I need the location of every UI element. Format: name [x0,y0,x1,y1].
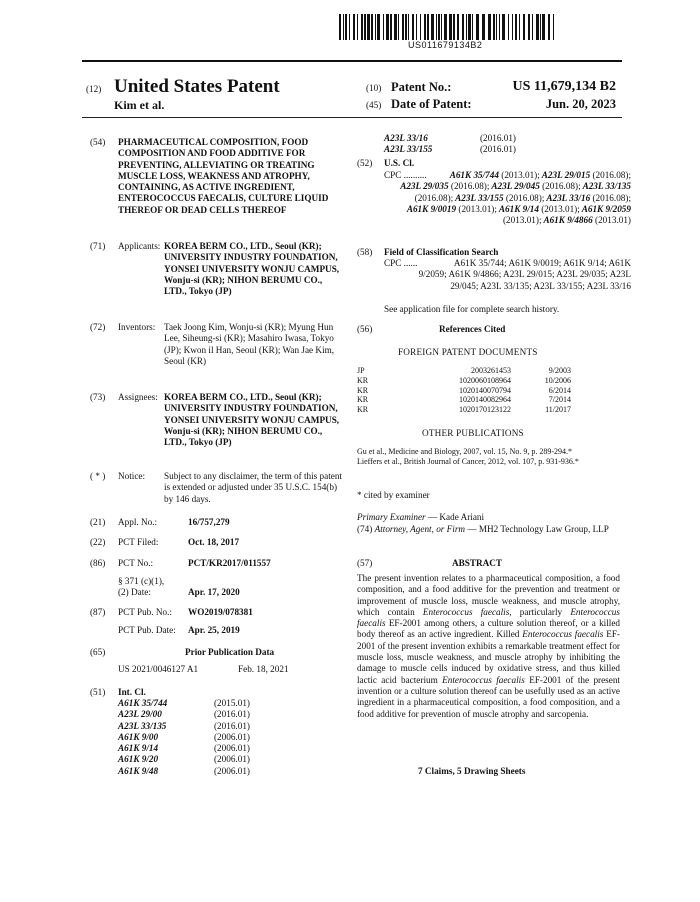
barcode-bar [542,14,545,40]
foreign-country: KR [357,405,369,415]
int-cl-date: (2016.01) [214,709,250,720]
barcode-bar [536,14,539,40]
invention-title: PHARMACEUTICAL COMPOSITION, FOOD COMPOSITION AND FOOD ADDITIVE FOR PREVENTING, ALLEVIATING OR TREATING MUSCLE LOSS, WEAKNESS AND ATROPHY, CONTAINING, AS ACTIVE INGREDIENT, ENTEROCOCCUS FAECALIS, CULTURE LIQUID THEREOF OR DEAD CELLS THEREOF [118,137,329,215]
header-rule [82,60,622,62]
int-cl-row [118,743,298,754]
pct-pub-no-code: (87) [90,607,106,617]
barcode-bar [339,14,341,40]
barcode-label: US011679134B2 [408,40,483,50]
refs-code: (56) [357,324,373,334]
pct-no-label: PCT No.: [118,558,154,568]
int-cl-code-value: A61K 35/744 [118,698,168,708]
doc-type: United States Patent [114,76,280,97]
inventor-short: Kim et al. [114,98,165,112]
cited-note: * cited by examiner [357,490,430,500]
pct-pub-no-value: WO2019/078381 [188,607,253,617]
barcode-bar [457,14,459,40]
barcode-bar [398,14,399,40]
barcode-bar [367,14,370,40]
us-cl-code: (52) [357,158,373,168]
foreign-country: KR [357,375,369,385]
prior-pub-number: US 2021/0046127 A1 [118,664,199,674]
barcode-bar [408,14,409,40]
other-pubs [357,447,619,467]
appl-no-label: Appl. No.: [118,517,158,527]
foreign-date: 7/2014 [548,395,571,405]
pct-pub-date-label: PCT Pub. Date: [118,625,176,635]
s371-date: Apr. 17, 2020 [188,587,240,597]
patent-no-label: Patent No.: [391,80,452,94]
int-cl-row [118,754,298,765]
barcode-bar [402,14,404,40]
barcode-bar [364,14,366,40]
attorney [357,524,619,535]
int-cl-code-value: A23L 33/135 [118,720,167,731]
inventors-label: Inventors: [118,322,156,332]
attorney-label: Attorney, Agent, or Firm [374,524,466,534]
barcode-bar [405,14,407,40]
title-code: (54) [90,137,106,147]
foreign-number: 1020140070794 [459,385,511,395]
attorney-code: (74) [357,524,373,534]
barcode-bar [377,14,380,40]
pct-filed-code: (22) [90,537,106,547]
barcode-bar [383,14,384,40]
foreign-doc-row [357,405,577,415]
int-cl-date: (2006.01) [214,754,250,765]
foreign-date: 9/2003 [548,366,571,375]
abstract-heading: ABSTRACT [452,558,503,568]
code-45: (45) [366,100,382,110]
barcode-bar [515,14,517,40]
barcode-bar [476,14,479,40]
notice-label: Notice: [118,471,146,481]
barcode-bar [420,14,421,40]
barcode-bar [375,14,376,40]
barcode-bar [436,14,437,40]
code-12: (12) [86,84,102,94]
barcode-bar [394,14,397,40]
int-cl-code-value: A61K 9/14 [118,743,159,754]
int-cl-date: (2015.01) [214,698,250,708]
field-code: (58) [357,247,373,257]
int-cl-date: (2016.01) [480,144,516,155]
code-10: (10) [366,83,382,93]
barcode-bar [519,14,520,40]
assignees-label: Assignees: [118,392,158,402]
foreign-number: 1020060108964 [459,375,511,385]
examiner-label: Primary Examiner [357,512,426,522]
claims-summary: 7 Claims, 5 Drawing Sheets [418,766,526,776]
int-cl-date: (2016.01) [214,720,250,731]
barcode-bar [361,14,363,40]
barcode [339,14,557,40]
int-cl-code-value: A61K 9/20 [118,754,159,765]
int-cl-row [118,721,298,732]
barcode-bar [528,14,530,40]
pct-no-value: PCT/KR2017/011557 [188,558,271,568]
inventors-text: Taek Joong Kim, Wonju-si (KR); Myung Hun Lee, Siheung-si (KR); Masahiro Iwasa, Tokyo (JP); Kwon il Han, Seoul (KR); Wan Jae Kim, Seoul (KR) [164,322,335,366]
inventors-code: (72) [90,322,106,332]
other-pub-item: Gu et al., Medicine and Biology, 2007, vol. 15, No. 9, p. 289-294.* [357,447,573,456]
field-note: See application file for complete search history. [384,304,560,314]
barcode-bar [444,14,447,40]
foreign-country: KR [357,395,369,405]
refs-heading: References Cited [439,324,506,334]
foreign-doc-row [357,386,577,396]
appl-no-code: (21) [90,517,106,527]
barcode-bar [453,14,455,40]
int-cl-row [384,133,564,144]
int-cl-date: (2006.01) [214,731,250,742]
int-cl-code-value: A23L 33/16 [384,133,428,143]
int-cl-list [118,698,298,777]
examiner [357,512,484,523]
foreign-doc-row [357,395,577,405]
abstract-text: The present invention relates to a pharmaceutical composition, a food composition, and a food additive for the prevention and treatment or improvement of muscle loss, muscle weakness, and muscle atrophy, which contain Enterococcus faecalis, particularly Enterococcus faecalis EF-2001 among others, a culture solution thereof, or a killed body thereof as an active ingredient. Killed Enterococcus faecalis EF-2001 of the present invention exhibits a remarkable treatment effect for muscle loss, muscle weakness, and muscle atrophy by inhibiting the damage to muscle cells induced by oxidative stress, and thus killed lactic acid bacterium Enterococcus faecalis EF-2001 of the present invention or a culture solution thereof can be usefully used as an active ingredient in a pharmaceutical composition, a food composition, and a food additive for prevention of muscle atrophy and sarcopenia. [357,573,620,719]
foreign-country: JP [357,366,365,375]
barcode-bar [357,14,358,40]
appl-no-value: 16/757,279 [188,517,230,527]
barcode-bar [496,14,497,40]
barcode-bar [386,14,389,40]
barcode-bar [512,14,513,40]
int-cl-row [118,732,298,743]
int-cl-date: (2006.01) [214,765,250,776]
barcode-bar [532,14,533,40]
us-cl-text: A61K 35/744 (2013.01); A23L 29/015 (2016.08); A23L 29/035 (2016.08); A23L 29/045 (2016.08); A23L 33/135 (2016.08); A23L 33/155 (2016.08); A23L 33/16 (2016.08); A61K 9/0019 (2013.01); A61K 9/14 (2013.01); A61K 9/2059 (2013.01); A61K 9/4866 (2013.01) [400,170,631,226]
prior-pub-heading: Prior Publication Data [185,647,275,657]
foreign-doc-row [357,366,577,376]
foreign-heading: FOREIGN PATENT DOCUMENTS [398,347,538,357]
foreign-country: KR [357,385,369,395]
barcode-bar [416,14,417,40]
assignees-code: (73) [90,392,106,402]
barcode-bar [343,14,344,40]
pct-pub-date-value: Apr. 25, 2019 [188,625,240,635]
s371-label-2: (2) Date: [118,587,151,597]
s371-label-1: § 371 (c)(1), [118,576,165,586]
barcode-bar [488,14,491,40]
pct-pub-no-label: PCT Pub. No.: [118,607,172,617]
barcode-bar [424,14,426,40]
int-cl-row [384,144,564,155]
examiner-name: — Kade Ariani [427,512,485,522]
other-pubs-heading: OTHER PUBLICATIONS [422,428,524,438]
barcode-bar [449,14,452,40]
int-cl-code: (51) [90,687,106,697]
barcode-bar [438,14,440,40]
field-heading: Field of Classification Search [384,247,499,257]
barcode-bar [502,14,505,40]
barcode-bar [345,14,347,40]
int-cl-row [118,766,298,777]
barcode-bar [523,14,525,40]
pct-filed-value: Oct. 18, 2017 [188,537,240,547]
applicants-text: KOREA BERM CO., LTD., Seoul (KR); UNIVERSITY INDUSTRY FOUNDATION, YONSEI UNIVERSITY WONJU CAMPUS, Wonju-si (KR); NIHON BERUMU CO., LTD., Tokyo (JP) [164,241,340,297]
barcode-bar [468,14,471,40]
barcode-bar [462,14,464,40]
int-cl-code-value: A23L 33/155 [384,144,433,155]
barcode-bar [499,14,500,40]
barcode-bar [553,14,554,40]
barcode-bar [431,14,434,40]
notice-code: ( * ) [90,471,106,481]
barcode-bar [427,14,429,40]
applicants-code: (71) [90,241,106,251]
int-cl-row [118,698,298,709]
prior-pub-date: Feb. 18, 2021 [238,664,289,674]
foreign-docs [357,366,577,415]
us-cl-cpc-label: CPC .......... [384,170,427,180]
date-label: Date of Patent: [391,97,472,111]
foreign-date: 10/2006 [544,375,571,385]
other-pub-item: Lieffers et al., British Journal of Cancer, 2012, vol. 107, p. 931-936.* [357,457,579,466]
barcode-bar [482,14,485,40]
foreign-doc-row [357,376,577,386]
barcode-bar [441,14,442,40]
prior-pub-code: (65) [90,647,106,657]
barcode-bar [353,14,355,40]
barcode-bar [540,14,541,40]
foreign-date: 6/2014 [548,385,571,395]
int-cl-code-value: A23L 29/00 [118,709,162,720]
barcode-bar [390,14,392,40]
foreign-number: 1020170123122 [459,405,511,415]
header-bottom-rule [82,117,622,118]
int-cl-code-value: A61K 9/48 [118,765,159,776]
int-cl-code-value: A61K 9/00 [118,731,159,742]
barcode-bar [472,14,473,40]
foreign-number: 2003261453 [471,366,511,375]
us-cl-heading: U.S. Cl. [384,158,415,168]
patent-number: US 11,679,134 B2 [512,79,616,94]
field-cpc-label: CPC ...... [384,258,418,268]
patent-date: Jun. 20, 2023 [545,97,616,111]
abstract-code: (57) [357,558,373,568]
barcode-bar [349,14,350,40]
int-cl-row [118,709,298,720]
pct-no-code: (86) [90,558,106,568]
attorney-name: — MH2 Technology Law Group, LLP [467,524,609,534]
pct-filed-label: PCT Filed: [118,537,159,547]
applicants-label: Applicants: [118,241,161,251]
foreign-date: 11/2017 [545,405,571,415]
int-cl-heading: Int. Cl. [118,687,146,697]
barcode-bar [371,14,373,40]
barcode-bar [466,14,467,40]
barcode-bar [493,14,495,40]
barcode-bar [548,14,550,40]
notice-text: Subject to any disclaimer, the term of this patent is extended or adjusted under 35 U.S.C. 154(b) by 146 days. [164,471,342,504]
barcode-bar [508,14,509,40]
int-cl-date: (2016.01) [480,133,516,143]
int-cl-cont [384,133,564,156]
int-cl-date: (2006.01) [214,743,250,754]
barcode-bar [412,14,414,40]
foreign-number: 1020140082964 [459,395,511,405]
assignees-text: KOREA BERM CO., LTD., Seoul (KR); UNIVERSITY INDUSTRY FOUNDATION, YONSEI UNIVERSITY WONJU CAMPUS, Wonju-si (KR); NIHON BERUMU CO., LTD., Tokyo (JP) [164,392,340,448]
field-text: A61K 35/744; A61K 9/0019; A61K 9/14; A61K 9/2059; A61K 9/4866; A23L 29/015; A23L 29/035; A23L 29/045; A23L 33/135; A23L 33/155; A23L 33/16 [418,258,631,291]
